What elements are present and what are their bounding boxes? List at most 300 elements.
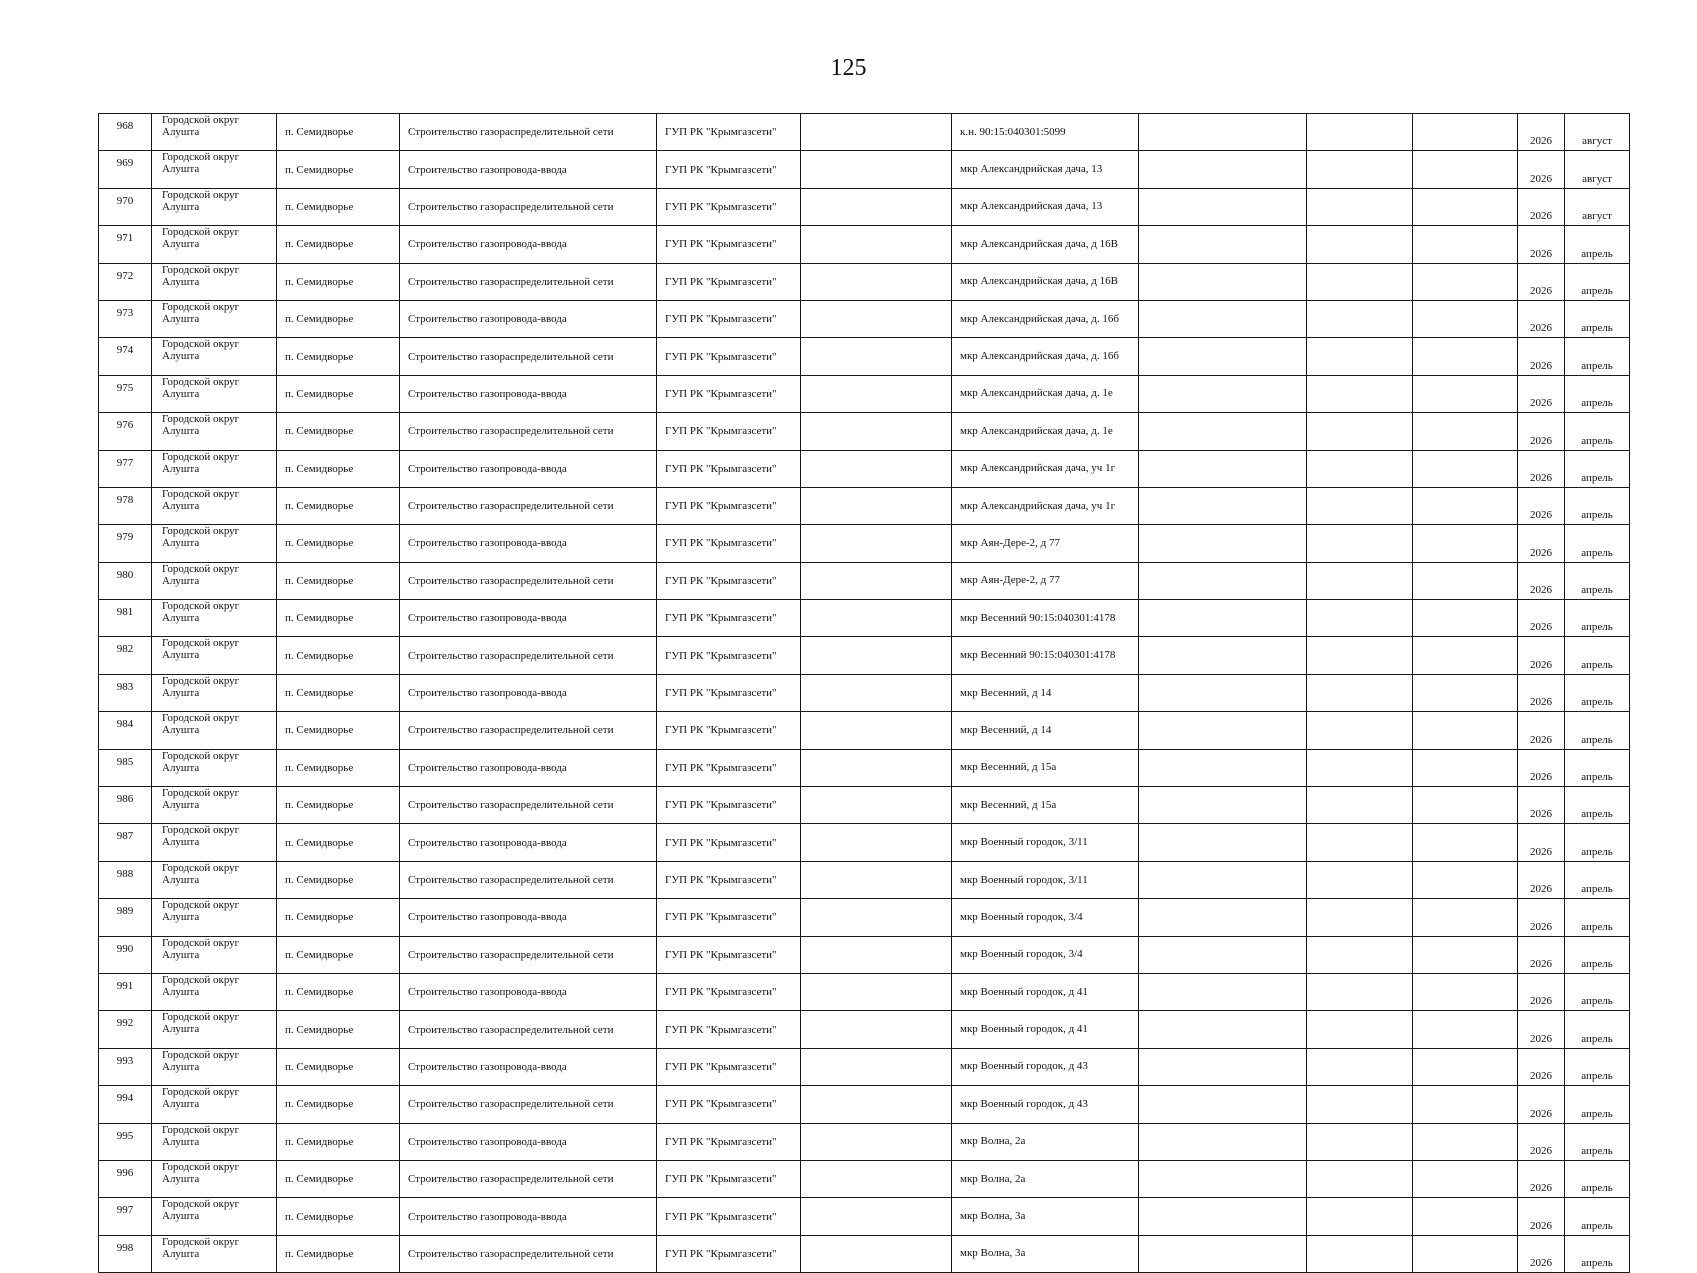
- empty-cell: [1139, 899, 1307, 936]
- row-number: 987: [99, 824, 152, 861]
- empty-cell: [1307, 263, 1413, 300]
- settlement-cell: п. Семидворье: [277, 263, 400, 300]
- empty-cell: [1413, 114, 1518, 151]
- year-cell: 2026: [1518, 487, 1565, 524]
- municipality-cell: Городской округ Алушта: [152, 413, 277, 450]
- year-cell: 2026: [1518, 562, 1565, 599]
- row-number: 974: [99, 338, 152, 375]
- empty-cell: [1413, 525, 1518, 562]
- empty-cell: [801, 1160, 952, 1197]
- table-row: [99, 300, 1630, 337]
- year-cell: 2026: [1518, 300, 1565, 337]
- row-number: 971: [99, 226, 152, 263]
- empty-cell: [801, 1235, 952, 1272]
- work-type-cell: Строительство газораспределительной сети: [400, 413, 657, 450]
- table-row: [99, 674, 1630, 711]
- empty-cell: [1139, 600, 1307, 637]
- empty-cell: [801, 226, 952, 263]
- table-row: [99, 525, 1630, 562]
- settlement-cell: п. Семидворье: [277, 151, 400, 188]
- empty-cell: [1139, 637, 1307, 674]
- work-type-cell: Строительство газопровода-ввода: [400, 600, 657, 637]
- organization-cell: ГУП РК "Крымгазсети": [657, 562, 801, 599]
- row-number: 980: [99, 562, 152, 599]
- empty-cell: [1307, 1160, 1413, 1197]
- address-cell: мкр Военный городок, д 43: [952, 1086, 1139, 1123]
- empty-cell: [801, 637, 952, 674]
- municipality-cell: Городской округ Алушта: [152, 973, 277, 1010]
- municipality-cell: Городской округ Алушта: [152, 1123, 277, 1160]
- work-type-cell: Строительство газопровода-ввода: [400, 749, 657, 786]
- organization-cell: ГУП РК "Крымгазсети": [657, 375, 801, 412]
- row-number: 979: [99, 525, 152, 562]
- year-cell: 2026: [1518, 600, 1565, 637]
- municipality-cell: Городской округ Алушта: [152, 1235, 277, 1272]
- row-number: 973: [99, 300, 152, 337]
- empty-cell: [1307, 824, 1413, 861]
- empty-cell: [1307, 1198, 1413, 1235]
- year-cell: 2026: [1518, 151, 1565, 188]
- table-row: [99, 899, 1630, 936]
- empty-cell: [1307, 562, 1413, 599]
- empty-cell: [1139, 151, 1307, 188]
- settlement-cell: п. Семидворье: [277, 637, 400, 674]
- empty-cell: [801, 188, 952, 225]
- municipality-cell: Городской округ Алушта: [152, 674, 277, 711]
- settlement-cell: п. Семидворье: [277, 936, 400, 973]
- empty-cell: [1307, 674, 1413, 711]
- table-row: [99, 749, 1630, 786]
- empty-cell: [1307, 487, 1413, 524]
- table-row: [99, 861, 1630, 898]
- table-row: [99, 114, 1630, 151]
- empty-cell: [1307, 1235, 1413, 1272]
- work-type-cell: Строительство газораспределительной сети: [400, 787, 657, 824]
- organization-cell: ГУП РК "Крымгазсети": [657, 1198, 801, 1235]
- address-cell: мкр Весенний 90:15:040301:4178: [952, 600, 1139, 637]
- empty-cell: [1307, 338, 1413, 375]
- empty-cell: [1413, 151, 1518, 188]
- organization-cell: ГУП РК "Крымгазсети": [657, 226, 801, 263]
- month-cell: апрель: [1565, 600, 1630, 637]
- row-number: 986: [99, 787, 152, 824]
- year-cell: 2026: [1518, 1123, 1565, 1160]
- work-type-cell: Строительство газопровода-ввода: [400, 450, 657, 487]
- address-cell: мкр Аян-Дере-2, д 77: [952, 525, 1139, 562]
- table-row: [99, 973, 1630, 1010]
- empty-cell: [1307, 188, 1413, 225]
- address-cell: мкр Волна, 2а: [952, 1160, 1139, 1197]
- month-cell: апрель: [1565, 899, 1630, 936]
- settlement-cell: п. Семидворье: [277, 114, 400, 151]
- empty-cell: [1413, 188, 1518, 225]
- empty-cell: [1139, 114, 1307, 151]
- organization-cell: ГУП РК "Крымгазсети": [657, 861, 801, 898]
- empty-cell: [1307, 787, 1413, 824]
- empty-cell: [1139, 1160, 1307, 1197]
- empty-cell: [1307, 749, 1413, 786]
- table-row: [99, 787, 1630, 824]
- empty-cell: [1139, 973, 1307, 1010]
- municipality-cell: Городской округ Алушта: [152, 487, 277, 524]
- row-number: 998: [99, 1235, 152, 1272]
- empty-cell: [1413, 600, 1518, 637]
- empty-cell: [1413, 1048, 1518, 1085]
- municipality-cell: Городской округ Алушта: [152, 1011, 277, 1048]
- month-cell: апрель: [1565, 1011, 1630, 1048]
- organization-cell: ГУП РК "Крымгазсети": [657, 450, 801, 487]
- month-cell: апрель: [1565, 712, 1630, 749]
- year-cell: 2026: [1518, 1011, 1565, 1048]
- month-cell: апрель: [1565, 413, 1630, 450]
- settlement-cell: п. Семидворье: [277, 525, 400, 562]
- month-cell: апрель: [1565, 525, 1630, 562]
- empty-cell: [1413, 375, 1518, 412]
- work-type-cell: Строительство газораспределительной сети: [400, 712, 657, 749]
- address-cell: мкр Александрийская дача, д. 16б: [952, 300, 1139, 337]
- empty-cell: [1413, 413, 1518, 450]
- month-cell: апрель: [1565, 674, 1630, 711]
- empty-cell: [801, 749, 952, 786]
- row-number: 991: [99, 973, 152, 1010]
- municipality-cell: Городской округ Алушта: [152, 712, 277, 749]
- address-cell: мкр Александрийская дача, д. 1е: [952, 375, 1139, 412]
- month-cell: апрель: [1565, 1235, 1630, 1272]
- municipality-cell: Городской округ Алушта: [152, 263, 277, 300]
- municipality-cell: Городской округ Алушта: [152, 1160, 277, 1197]
- empty-cell: [1413, 487, 1518, 524]
- year-cell: 2026: [1518, 1160, 1565, 1197]
- organization-cell: ГУП РК "Крымгазсети": [657, 637, 801, 674]
- month-cell: апрель: [1565, 824, 1630, 861]
- work-type-cell: Строительство газораспределительной сети: [400, 1235, 657, 1272]
- address-cell: мкр Весенний, д 14: [952, 674, 1139, 711]
- municipality-cell: Городской округ Алушта: [152, 525, 277, 562]
- empty-cell: [1413, 824, 1518, 861]
- settlement-cell: п. Семидворье: [277, 300, 400, 337]
- empty-cell: [801, 1011, 952, 1048]
- organization-cell: ГУП РК "Крымгазсети": [657, 1086, 801, 1123]
- empty-cell: [801, 300, 952, 337]
- work-type-cell: Строительство газораспределительной сети: [400, 861, 657, 898]
- municipality-cell: Городской округ Алушта: [152, 188, 277, 225]
- table-row: [99, 562, 1630, 599]
- empty-cell: [1307, 226, 1413, 263]
- empty-cell: [1139, 562, 1307, 599]
- municipality-cell: Городской округ Алушта: [152, 936, 277, 973]
- row-number: 988: [99, 861, 152, 898]
- settlement-cell: п. Семидворье: [277, 824, 400, 861]
- organization-cell: ГУП РК "Крымгазсети": [657, 973, 801, 1010]
- empty-cell: [1307, 1048, 1413, 1085]
- empty-cell: [1139, 338, 1307, 375]
- empty-cell: [801, 861, 952, 898]
- address-cell: мкр Александрийская дача, 13: [952, 188, 1139, 225]
- month-cell: апрель: [1565, 562, 1630, 599]
- empty-cell: [801, 973, 952, 1010]
- work-type-cell: Строительство газораспределительной сети: [400, 936, 657, 973]
- empty-cell: [1413, 1011, 1518, 1048]
- work-type-cell: Строительство газораспределительной сети: [400, 487, 657, 524]
- organization-cell: ГУП РК "Крымгазсети": [657, 824, 801, 861]
- empty-cell: [801, 413, 952, 450]
- municipality-cell: Городской округ Алушта: [152, 338, 277, 375]
- empty-cell: [801, 674, 952, 711]
- month-cell: апрель: [1565, 226, 1630, 263]
- empty-cell: [1139, 226, 1307, 263]
- year-cell: 2026: [1518, 1048, 1565, 1085]
- table-row: [99, 226, 1630, 263]
- month-cell: апрель: [1565, 787, 1630, 824]
- settlement-cell: п. Семидворье: [277, 1048, 400, 1085]
- organization-cell: ГУП РК "Крымгазсети": [657, 674, 801, 711]
- address-cell: мкр Военный городок, д 41: [952, 1011, 1139, 1048]
- empty-cell: [1307, 114, 1413, 151]
- empty-cell: [1307, 1086, 1413, 1123]
- organization-cell: ГУП РК "Крымгазсети": [657, 1048, 801, 1085]
- year-cell: 2026: [1518, 899, 1565, 936]
- municipality-cell: Городской округ Алушта: [152, 226, 277, 263]
- empty-cell: [1307, 936, 1413, 973]
- year-cell: 2026: [1518, 226, 1565, 263]
- table-row: [99, 413, 1630, 450]
- empty-cell: [801, 824, 952, 861]
- year-cell: 2026: [1518, 338, 1565, 375]
- organization-cell: ГУП РК "Крымгазсети": [657, 263, 801, 300]
- empty-cell: [1413, 1198, 1518, 1235]
- address-cell: мкр Военный городок, 3/4: [952, 899, 1139, 936]
- table-row: [99, 1160, 1630, 1197]
- row-number: 992: [99, 1011, 152, 1048]
- month-cell: апрель: [1565, 487, 1630, 524]
- row-number: 983: [99, 674, 152, 711]
- address-cell: мкр Волна, 2а: [952, 1123, 1139, 1160]
- empty-cell: [1413, 637, 1518, 674]
- year-cell: 2026: [1518, 787, 1565, 824]
- year-cell: 2026: [1518, 375, 1565, 412]
- work-type-cell: Строительство газораспределительной сети: [400, 1011, 657, 1048]
- year-cell: 2026: [1518, 1235, 1565, 1272]
- organization-cell: ГУП РК "Крымгазсети": [657, 114, 801, 151]
- work-type-cell: Строительство газопровода-ввода: [400, 1123, 657, 1160]
- empty-cell: [1139, 450, 1307, 487]
- empty-cell: [1139, 263, 1307, 300]
- empty-cell: [1307, 861, 1413, 898]
- empty-cell: [801, 787, 952, 824]
- address-cell: мкр Весенний 90:15:040301:4178: [952, 637, 1139, 674]
- empty-cell: [1139, 749, 1307, 786]
- table-row: [99, 1086, 1630, 1123]
- month-cell: апрель: [1565, 375, 1630, 412]
- table-row: [99, 450, 1630, 487]
- month-cell: апрель: [1565, 1048, 1630, 1085]
- settlement-cell: п. Семидворье: [277, 600, 400, 637]
- work-type-cell: Строительство газопровода-ввода: [400, 899, 657, 936]
- address-cell: мкр Александрийская дача, уч 1г: [952, 450, 1139, 487]
- year-cell: 2026: [1518, 188, 1565, 225]
- organization-cell: ГУП РК "Крымгазсети": [657, 151, 801, 188]
- row-number: 972: [99, 263, 152, 300]
- empty-cell: [1413, 712, 1518, 749]
- year-cell: 2026: [1518, 674, 1565, 711]
- settlement-cell: п. Семидворье: [277, 861, 400, 898]
- empty-cell: [1139, 525, 1307, 562]
- work-type-cell: Строительство газопровода-ввода: [400, 525, 657, 562]
- table-row: [99, 600, 1630, 637]
- empty-cell: [1307, 413, 1413, 450]
- row-number: 984: [99, 712, 152, 749]
- work-type-cell: Строительство газораспределительной сети: [400, 188, 657, 225]
- work-type-cell: Строительство газораспределительной сети: [400, 637, 657, 674]
- settlement-cell: п. Семидворье: [277, 1086, 400, 1123]
- address-cell: мкр Военный городок, 3/11: [952, 861, 1139, 898]
- row-number: 997: [99, 1198, 152, 1235]
- address-cell: мкр Александрийская дача, д 16В: [952, 263, 1139, 300]
- work-type-cell: Строительство газопровода-ввода: [400, 375, 657, 412]
- municipality-cell: Городской округ Алушта: [152, 151, 277, 188]
- table-row: [99, 338, 1630, 375]
- address-cell: мкр Александрийская дача, д 16В: [952, 226, 1139, 263]
- row-number: 981: [99, 600, 152, 637]
- work-type-cell: Строительство газораспределительной сети: [400, 114, 657, 151]
- settlement-cell: п. Семидворье: [277, 712, 400, 749]
- empty-cell: [1139, 413, 1307, 450]
- table-row: [99, 1011, 1630, 1048]
- empty-cell: [1139, 824, 1307, 861]
- empty-cell: [1307, 712, 1413, 749]
- organization-cell: ГУП РК "Крымгазсети": [657, 600, 801, 637]
- row-number: 996: [99, 1160, 152, 1197]
- empty-cell: [1413, 861, 1518, 898]
- row-number: 990: [99, 936, 152, 973]
- empty-cell: [1139, 787, 1307, 824]
- work-type-cell: Строительство газопровода-ввода: [400, 226, 657, 263]
- settlement-cell: п. Семидворье: [277, 749, 400, 786]
- municipality-cell: Городской округ Алушта: [152, 1198, 277, 1235]
- address-cell: мкр Александрийская дача, д. 16б: [952, 338, 1139, 375]
- row-number: 970: [99, 188, 152, 225]
- empty-cell: [1139, 375, 1307, 412]
- month-cell: апрель: [1565, 1198, 1630, 1235]
- table-row: [99, 1198, 1630, 1235]
- empty-cell: [801, 375, 952, 412]
- empty-cell: [801, 338, 952, 375]
- row-number: 969: [99, 151, 152, 188]
- empty-cell: [1413, 1086, 1518, 1123]
- address-cell: мкр Весенний, д 15а: [952, 787, 1139, 824]
- empty-cell: [1413, 1123, 1518, 1160]
- row-number: 995: [99, 1123, 152, 1160]
- month-cell: апрель: [1565, 1086, 1630, 1123]
- organization-cell: ГУП РК "Крымгазсети": [657, 712, 801, 749]
- municipality-cell: Городской округ Алушта: [152, 824, 277, 861]
- empty-cell: [1139, 300, 1307, 337]
- work-type-cell: Строительство газопровода-ввода: [400, 973, 657, 1010]
- work-type-cell: Строительство газопровода-ввода: [400, 1198, 657, 1235]
- empty-cell: [801, 263, 952, 300]
- row-number: 976: [99, 413, 152, 450]
- settlement-cell: п. Семидворье: [277, 973, 400, 1010]
- empty-cell: [801, 712, 952, 749]
- empty-cell: [1307, 973, 1413, 1010]
- address-cell: мкр Весенний, д 15а: [952, 749, 1139, 786]
- empty-cell: [801, 487, 952, 524]
- empty-cell: [1413, 226, 1518, 263]
- row-number: 975: [99, 375, 152, 412]
- municipality-cell: Городской округ Алушта: [152, 114, 277, 151]
- settlement-cell: п. Семидворье: [277, 450, 400, 487]
- empty-cell: [801, 1048, 952, 1085]
- year-cell: 2026: [1518, 637, 1565, 674]
- year-cell: 2026: [1518, 1086, 1565, 1123]
- work-type-cell: Строительство газопровода-ввода: [400, 151, 657, 188]
- settlement-cell: п. Семидворье: [277, 562, 400, 599]
- empty-cell: [1413, 899, 1518, 936]
- row-number: 968: [99, 114, 152, 151]
- month-cell: август: [1565, 114, 1630, 151]
- table-row: [99, 487, 1630, 524]
- empty-cell: [1139, 487, 1307, 524]
- table-row: [99, 1123, 1630, 1160]
- empty-cell: [1139, 1048, 1307, 1085]
- empty-cell: [1307, 1011, 1413, 1048]
- address-cell: мкр Военный городок, 3/11: [952, 824, 1139, 861]
- empty-cell: [1413, 936, 1518, 973]
- empty-cell: [1139, 1011, 1307, 1048]
- empty-cell: [1307, 899, 1413, 936]
- empty-cell: [1139, 188, 1307, 225]
- empty-cell: [1139, 1198, 1307, 1235]
- page-number: 125: [830, 55, 867, 81]
- organization-cell: ГУП РК "Крымгазсети": [657, 413, 801, 450]
- municipality-cell: Городской округ Алушта: [152, 899, 277, 936]
- municipality-cell: Городской округ Алушта: [152, 600, 277, 637]
- address-cell: мкр Волна, 3а: [952, 1198, 1139, 1235]
- municipality-cell: Городской округ Алушта: [152, 1086, 277, 1123]
- organization-cell: ГУП РК "Крымгазсети": [657, 1160, 801, 1197]
- settlement-cell: п. Семидворье: [277, 188, 400, 225]
- empty-cell: [801, 1123, 952, 1160]
- address-cell: мкр Александрийская дача, уч 1г: [952, 487, 1139, 524]
- settlement-cell: п. Семидворье: [277, 375, 400, 412]
- organization-cell: ГУП РК "Крымгазсети": [657, 1123, 801, 1160]
- year-cell: 2026: [1518, 824, 1565, 861]
- empty-cell: [1139, 674, 1307, 711]
- settlement-cell: п. Семидворье: [277, 1011, 400, 1048]
- empty-cell: [1307, 525, 1413, 562]
- organization-cell: ГУП РК "Крымгазсети": [657, 936, 801, 973]
- municipality-cell: Городской округ Алушта: [152, 375, 277, 412]
- address-cell: мкр Аян-Дере-2, д 77: [952, 562, 1139, 599]
- table-row: [99, 936, 1630, 973]
- month-cell: апрель: [1565, 263, 1630, 300]
- empty-cell: [1307, 637, 1413, 674]
- empty-cell: [1139, 936, 1307, 973]
- table-row: [99, 1235, 1630, 1272]
- empty-cell: [801, 525, 952, 562]
- table-row: [99, 824, 1630, 861]
- table-row: [99, 188, 1630, 225]
- row-number: 977: [99, 450, 152, 487]
- municipality-cell: Городской округ Алушта: [152, 562, 277, 599]
- municipality-cell: Городской округ Алушта: [152, 300, 277, 337]
- municipality-cell: Городской округ Алушта: [152, 637, 277, 674]
- empty-cell: [1307, 450, 1413, 487]
- address-cell: мкр Военный городок, д 43: [952, 1048, 1139, 1085]
- empty-cell: [1307, 151, 1413, 188]
- work-type-cell: Строительство газораспределительной сети: [400, 263, 657, 300]
- year-cell: 2026: [1518, 712, 1565, 749]
